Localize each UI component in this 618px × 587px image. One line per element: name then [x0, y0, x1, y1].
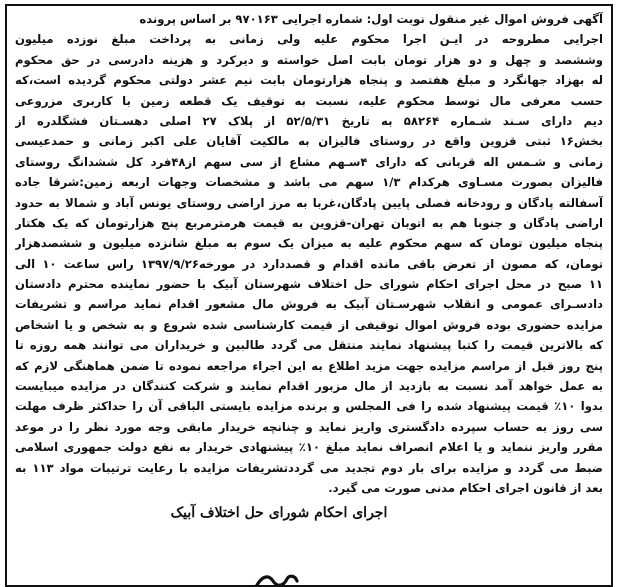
notice-line: فالیزان بصورت مسـاوی هرکدام ۱/۳ سهم می باشد و مشخصات وجهات اربعه زمین:شرقا جاده [15, 175, 603, 190]
notice-line: بخش۱۶ ثبتی قزوین واقع در روستای فالیزان به مالکیت آقایان علی اکبر زمانی و حمدعیسی [15, 134, 603, 149]
notice-line: به عمل خواهد آمد نسبت به بازدید از مال مزبور اقدام نمایند و شرکت کنندگان در مزایده میبایست [15, 379, 603, 394]
notice-line: ۱۱ صبح در محل اجرای احکام شورای حل اختلاف شهرستان آبیک با حضور نماینده محترم دادستان [15, 277, 603, 292]
notice-line: دیم دارای سـند شـماره ۵۸۲۶۴ به تاریخ ۵۲/۵/۳۱ از پلاک ۲۷ اصلی دهسـتان فشگلدره از [15, 113, 603, 128]
notice-line: آسفالته پادگان و رودخانه فصلی پایین پادگان،غربا به مرز اراضی روستای یونس آباد و شمالا به حدود [15, 195, 603, 210]
signature-issuer: اجرای احکام شورای حل اختلاف آبیک [170, 505, 388, 522]
notice-line: مقرر واریز ننماید و یا اعلام انصراف نماید مبلغ ۱۰٪ پیشنهادی خریدار به نفع دولت جمهوری اسلامی [15, 440, 603, 455]
notice-line: تومان، که مصون از تعرض باقی مانده اقدام و قصددارد در مورخه۱۳۹۷/۹/۲۶ راس ساعت ۱۰ الی [15, 256, 603, 271]
notice-line: مزایده حضوری بوده فروش اموال توقیفی از قیمت کارشناسی شده شروع و به شخص و یا اشخاص [15, 317, 603, 332]
notice-line: اراضی پادگان و جنوبا هم به اتوبان تهران-قزوین به قیمت هرمترمربع پنج هزارتومان که یک هکتار [15, 215, 603, 230]
notice-line: اجرایی مطروحه در ایـن اجرا محکوم علیه ولی زمانی به پرداخت مبلغ نوزده میلیون [15, 32, 603, 47]
notice-line: سی روز به حساب سپرده دادگستری واریز نماید و چنانچه خریدار مابقی وجه مورد نظر را در موعد [15, 419, 603, 434]
notice-line: که بالاترین قیمت را کتبا پیشنهاد نمایند منتقل می گردد طالبین و خریداران می توانند همه روزه تا [15, 338, 603, 353]
publisher-mark-icon [253, 571, 301, 587]
notice-line: پنج روز قبل از مراسم مزایده جهت مزید اطلاع به این اجراء مراجعه نموده تا ضمن هماهنگی لازم که [15, 358, 603, 373]
notice-line: بعد از قانون اجرای احکام مدنی صورت می گیرد. [328, 480, 603, 495]
notice-line: ضبط می گردد و مزایده برای بار دوم تجدید می گرددتشریفات مزایده با رعایت ترتیبات مواد ۱۱۳ به [15, 460, 603, 475]
notice-line: دادسـرای عمومی و انقلاب شهرسـتان آبیک به فروش مال مشعور اقدام نماید مراسم و تشریفات [15, 297, 603, 312]
notice-line: زمانی و شـمس اله قربانی که دارای ۴سـهم مشاع از سی سهم از۴۸فرد کل ششدانگ روستای [15, 154, 603, 169]
notice-line: آگهی فروش اموال غیر منقول نوبت اول: شماره اجرایی ۹۷۰۱۶۳ بر اساس پرونده [139, 12, 603, 26]
notice-line: له بهزاد جهانگرد و مبلغ هفتصد و پنجاه هزارتومان بابت نیم عشر دولتی محکوم گردیده است،که [15, 73, 603, 88]
notice-line: بدوا ۱۰٪ قیمت پیشنهاد شده را فی المجلس و برنده مزایده بایستی الباقی آن را حداکثر ظرف مهلت [15, 399, 603, 414]
auction-notice [5, 4, 613, 587]
notice-line: پنجاه میلیون تومان که سهم محکوم علیه به میزان یک سوم به مبلغ شانزده میلیون و ششصدهزار [15, 236, 603, 251]
notice-line: وششصد و چهل و دو هزار تومان بابت اصل خواسته و دیرکرد و هزینه دادرسی در حق محکوم [15, 52, 603, 67]
notice-line: حسب معرفی مال توسط محکوم علیه، نسبت به توقیف یک قطعه زمین با کاربری مزروعی [15, 93, 603, 108]
